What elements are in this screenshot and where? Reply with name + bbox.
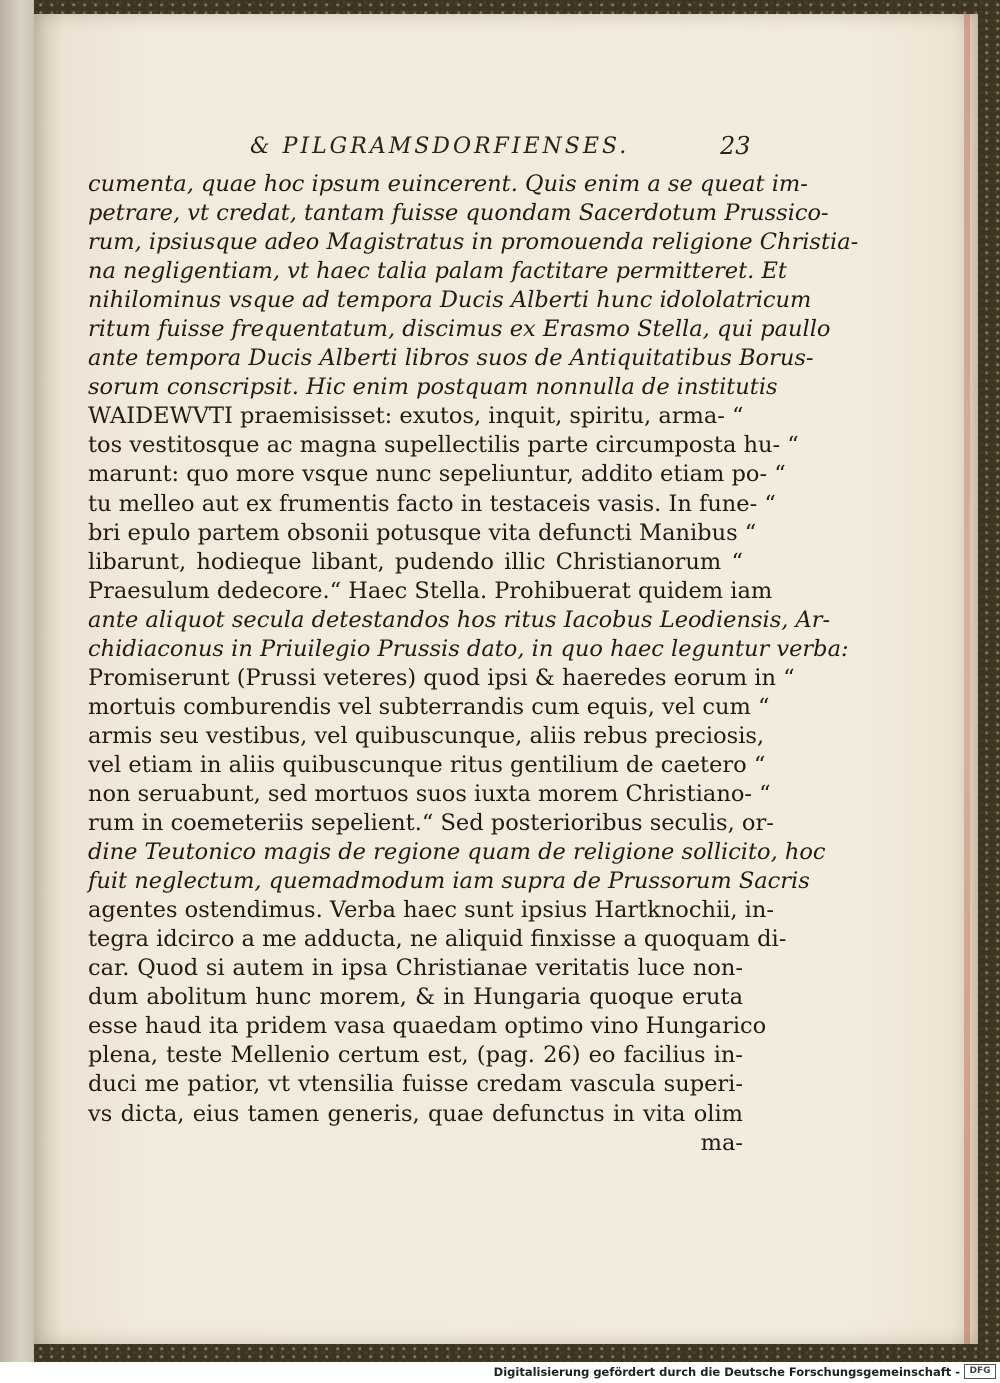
text-line: nihilominus vsque ad tempora Ducis Alberti hunc idololatricum (88, 287, 812, 314)
text-line: Praesulum dedecore.“ Haec Stella. Prohibuerat quidem iam (88, 577, 773, 604)
body-text (88, 170, 859, 1158)
text-line: rum, ipsiusque adeo Magistratus in promouenda religione Christia- (88, 229, 859, 256)
text-line: WAIDEWVTI praemisisset: exutos, inquit, spiritu, arma- “ (88, 403, 744, 430)
text-line: ante aliquot secula detestandos hos ritus Iacobus Leodiensis, Ar- (88, 606, 831, 633)
text-line: duci me patior, vt vtensilia fuisse credam vascula superi- (88, 1071, 743, 1098)
facing-page-edge (0, 0, 34, 1362)
text-line: car. Quod si autem in ipsa Christianae veritatis luce non- (88, 955, 743, 982)
text-line: fuit neglectum, quemadmodum iam supra de Prussorum Sacris (88, 868, 810, 895)
dfg-logo-icon: DFG (964, 1364, 996, 1379)
text-line: vs dicta, eius tamen generis, quae defunctus in vita olim (88, 1100, 743, 1127)
text-line: chidiaconus in Priuilegio Prussis dato, in quo haec leguntur verba: (88, 635, 849, 662)
text-line: Promiserunt (Prussi veteres) quod ipsi & haeredes eorum in “ (88, 664, 795, 691)
text-line: esse haud ita pridem vasa quaedam optimo vino Hungarico (88, 1013, 767, 1040)
text-line: plena, teste Mellenio certum est, (pag. 26) eo facilius in- (88, 1042, 743, 1069)
catchword: ma- (700, 1129, 743, 1156)
text-line: tu melleo aut ex frumentis facto in testaceis vasis. In fune- “ (88, 490, 776, 517)
text-line: marunt: quo more vsque nunc sepeliuntur, addito etiam po- “ (88, 461, 786, 488)
page-edge-stain (964, 14, 970, 1344)
text-line: dine Teutonico magis de regione quam de religione sollicito, hoc (88, 839, 826, 866)
text-line: non seruabunt, sed mortuos suos iuxta morem Christiano- “ (88, 780, 771, 807)
text-line: ritum fuisse frequentatum, discimus ex Erasmo Stella, qui paullo (88, 316, 831, 343)
text-line: bri epulo partem obsonii potusque vita defuncti Manibus “ (88, 519, 757, 546)
text-line: vel etiam in aliis quibuscunque ritus gentilium de caetero “ (88, 751, 766, 778)
text-line: na negligentiam, vt haec talia palam factitare permitteret. Et (88, 258, 787, 285)
text-line: armis seu vestibus, vel quibuscunque, aliis rebus preciosis, (88, 722, 765, 749)
page-number: 23 (720, 132, 751, 160)
running-head: & PILGRAMSDORFIENSES. (250, 134, 630, 159)
text-line: libarunt, hodieque libant, pudendo illic Christianorum “ (88, 548, 743, 575)
text-line: tos vestitosque ac magna supellectilis parte circumposta hu- “ (88, 432, 799, 459)
text-line: dum abolitum hunc morem, & in Hungaria quoque eruta (88, 984, 743, 1011)
text-line: sorum conscripsit. Hic enim postquam nonnulla de institutis (88, 374, 778, 401)
digitization-credit: Digitalisierung gefördert durch die Deutsche Forschungsgemeinschaft - (493, 1365, 960, 1379)
text-line: agentes ostendimus. Verba haec sunt ipsius Hartknochii, in- (88, 897, 774, 924)
text-line: cumenta, quae hoc ipsum euincerent. Quis enim a se queat im- (88, 171, 808, 197)
text-line: ante tempora Ducis Alberti libros suos de Antiquitatibus Borus- (88, 345, 814, 372)
text-line: tegra idcirco a me adducta, ne aliquid finxisse a quoquam di- (88, 926, 787, 953)
text-line: rum in coemeteriis sepelient.“ Sed posterioribus seculis, or- (88, 810, 774, 837)
text-line: petrare, vt credat, tantam fuisse quondam Sacerdotum Prussico- (88, 200, 829, 227)
text-line: mortuis comburendis vel subterrandis cum equis, vel cum “ (88, 693, 770, 720)
